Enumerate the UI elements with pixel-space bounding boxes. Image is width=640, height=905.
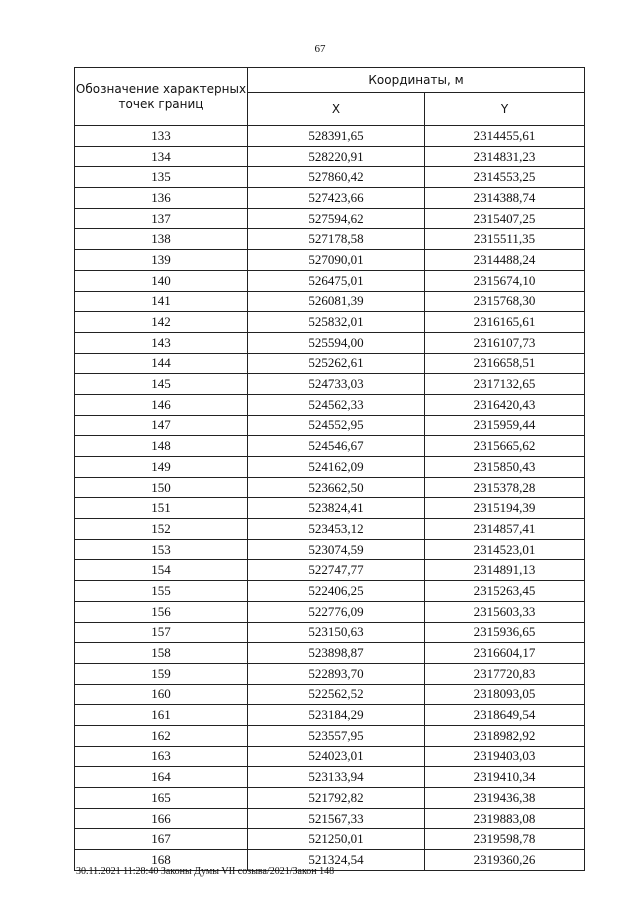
y-coordinate-cell: 2319360,26 [425, 850, 585, 871]
point-number-cell: 140 [75, 270, 248, 291]
x-coordinate-cell: 522747,77 [248, 560, 425, 581]
point-number-cell: 159 [75, 663, 248, 684]
x-coordinate-cell: 523662,50 [248, 477, 425, 498]
y-coordinate-cell: 2315511,35 [425, 229, 585, 250]
table-row [75, 560, 585, 581]
y-coordinate-cell: 2315194,39 [425, 498, 585, 519]
y-coordinate-cell: 2314857,41 [425, 519, 585, 540]
point-number-cell: 143 [75, 332, 248, 353]
point-number-cell: 151 [75, 498, 248, 519]
designation-header: Обозначение характерных точек границ [75, 68, 248, 126]
table-row [75, 270, 585, 291]
y-coordinate-cell: 2314388,74 [425, 188, 585, 209]
x-coordinate-cell: 527178,58 [248, 229, 425, 250]
y-coordinate-cell: 2314523,01 [425, 539, 585, 560]
table-row [75, 788, 585, 809]
point-number-cell: 152 [75, 519, 248, 540]
y-coordinate-cell: 2316658,51 [425, 353, 585, 374]
table-row [75, 519, 585, 540]
y-coordinate-cell: 2316420,43 [425, 394, 585, 415]
y-coordinate-cell: 2315665,62 [425, 436, 585, 457]
y-coordinate-cell: 2318982,92 [425, 725, 585, 746]
y-coordinate-cell: 2317720,83 [425, 663, 585, 684]
point-number-cell: 133 [75, 126, 248, 147]
y-coordinate-cell: 2315959,44 [425, 415, 585, 436]
point-number-cell: 160 [75, 684, 248, 705]
table-row [75, 622, 585, 643]
table-row [75, 581, 585, 602]
table-row [75, 539, 585, 560]
table-header [75, 68, 585, 126]
point-number-cell: 138 [75, 229, 248, 250]
x-coordinate-cell: 523898,87 [248, 643, 425, 664]
table-row [75, 829, 585, 850]
table-row [75, 601, 585, 622]
y-coordinate-cell: 2318093,05 [425, 684, 585, 705]
y-coordinate-cell: 2319403,03 [425, 746, 585, 767]
y-coordinate-cell: 2319598,78 [425, 829, 585, 850]
point-number-cell: 135 [75, 167, 248, 188]
x-coordinate-cell: 523133,94 [248, 767, 425, 788]
x-coordinate-cell: 528391,65 [248, 126, 425, 147]
point-number-cell: 161 [75, 705, 248, 726]
y-coordinate-cell: 2315263,45 [425, 581, 585, 602]
y-coordinate-cell: 2317132,65 [425, 374, 585, 395]
table-row [75, 167, 585, 188]
x-coordinate-cell: 523184,29 [248, 705, 425, 726]
x-coordinate-cell: 526081,39 [248, 291, 425, 312]
point-number-cell: 142 [75, 312, 248, 333]
y-coordinate-cell: 2315850,43 [425, 457, 585, 478]
point-number-cell: 145 [75, 374, 248, 395]
x-coordinate-cell: 522776,09 [248, 601, 425, 622]
y-coordinate-cell: 2315603,33 [425, 601, 585, 622]
table-row [75, 643, 585, 664]
coordinates-header: Координаты, м [248, 68, 585, 93]
x-header: X [248, 93, 425, 126]
x-coordinate-cell: 524023,01 [248, 746, 425, 767]
x-coordinate-cell: 525594,00 [248, 332, 425, 353]
table-row [75, 477, 585, 498]
point-number-cell: 155 [75, 581, 248, 602]
point-number-cell: 144 [75, 353, 248, 374]
x-coordinate-cell: 522562,52 [248, 684, 425, 705]
y-coordinate-cell: 2315936,65 [425, 622, 585, 643]
table-row [75, 684, 585, 705]
x-coordinate-cell: 522406,25 [248, 581, 425, 602]
table-row [75, 415, 585, 436]
point-number-cell: 150 [75, 477, 248, 498]
y-coordinate-cell: 2315407,25 [425, 208, 585, 229]
table-row [75, 746, 585, 767]
table-row [75, 705, 585, 726]
x-coordinate-cell: 523150,63 [248, 622, 425, 643]
point-number-cell: 147 [75, 415, 248, 436]
x-coordinate-cell: 527860,42 [248, 167, 425, 188]
x-coordinate-cell: 522893,70 [248, 663, 425, 684]
point-number-cell: 136 [75, 188, 248, 209]
x-coordinate-cell: 524546,67 [248, 436, 425, 457]
point-number-cell: 139 [75, 250, 248, 271]
x-coordinate-cell: 523453,12 [248, 519, 425, 540]
x-coordinate-cell: 521324,54 [248, 850, 425, 871]
x-coordinate-cell: 523074,59 [248, 539, 425, 560]
x-coordinate-cell: 525832,01 [248, 312, 425, 333]
point-number-cell: 153 [75, 539, 248, 560]
y-coordinate-cell: 2314831,23 [425, 146, 585, 167]
point-number-cell: 162 [75, 725, 248, 746]
table-row [75, 394, 585, 415]
y-coordinate-cell: 2316107,73 [425, 332, 585, 353]
y-header: Y [425, 93, 585, 126]
table-row [75, 663, 585, 684]
y-coordinate-cell: 2315378,28 [425, 477, 585, 498]
y-coordinate-cell: 2315674,10 [425, 270, 585, 291]
table-row [75, 498, 585, 519]
x-coordinate-cell: 523824,41 [248, 498, 425, 519]
table-row [75, 146, 585, 167]
point-number-cell: 164 [75, 767, 248, 788]
y-coordinate-cell: 2319436,38 [425, 788, 585, 809]
y-coordinate-cell: 2319883,08 [425, 808, 585, 829]
point-number-cell: 157 [75, 622, 248, 643]
table-row [75, 374, 585, 395]
table-row [75, 188, 585, 209]
x-coordinate-cell: 527423,66 [248, 188, 425, 209]
point-number-cell: 146 [75, 394, 248, 415]
point-number-cell: 166 [75, 808, 248, 829]
y-coordinate-cell: 2318649,54 [425, 705, 585, 726]
table-row [75, 436, 585, 457]
point-number-cell: 137 [75, 208, 248, 229]
table-body [75, 126, 585, 871]
table-row [75, 457, 585, 478]
table-row [75, 353, 585, 374]
point-number-cell: 141 [75, 291, 248, 312]
x-coordinate-cell: 524552,95 [248, 415, 425, 436]
x-coordinate-cell: 528220,91 [248, 146, 425, 167]
point-number-cell: 165 [75, 788, 248, 809]
page-number: 67 [314, 43, 326, 55]
point-number-cell: 154 [75, 560, 248, 581]
table-row [75, 312, 585, 333]
table-row [75, 126, 585, 147]
table-row [75, 250, 585, 271]
point-number-cell: 168 [75, 850, 248, 871]
footer-stamp: 30.11.2021 11:28:40 Законы Думы VII созыва/2021/Закон 148 [76, 866, 335, 877]
y-coordinate-cell: 2314553,25 [425, 167, 585, 188]
y-coordinate-cell: 2314488,24 [425, 250, 585, 271]
y-coordinate-cell: 2314891,13 [425, 560, 585, 581]
point-number-cell: 158 [75, 643, 248, 664]
table-row [75, 208, 585, 229]
coordinates-table [74, 67, 585, 871]
x-coordinate-cell: 527594,62 [248, 208, 425, 229]
x-coordinate-cell: 525262,61 [248, 353, 425, 374]
point-number-cell: 156 [75, 601, 248, 622]
y-coordinate-cell: 2316165,61 [425, 312, 585, 333]
point-number-cell: 149 [75, 457, 248, 478]
x-coordinate-cell: 521792,82 [248, 788, 425, 809]
y-coordinate-cell: 2315768,30 [425, 291, 585, 312]
x-coordinate-cell: 527090,01 [248, 250, 425, 271]
x-coordinate-cell: 521567,33 [248, 808, 425, 829]
table-row [75, 725, 585, 746]
x-coordinate-cell: 524162,09 [248, 457, 425, 478]
point-number-cell: 167 [75, 829, 248, 850]
x-coordinate-cell: 521250,01 [248, 829, 425, 850]
x-coordinate-cell: 524562,33 [248, 394, 425, 415]
x-coordinate-cell: 523557,95 [248, 725, 425, 746]
point-number-cell: 163 [75, 746, 248, 767]
table-row [75, 229, 585, 250]
y-coordinate-cell: 2319410,34 [425, 767, 585, 788]
table-row [75, 767, 585, 788]
point-number-cell: 134 [75, 146, 248, 167]
x-coordinate-cell: 524733,03 [248, 374, 425, 395]
table-row [75, 808, 585, 829]
x-coordinate-cell: 526475,01 [248, 270, 425, 291]
y-coordinate-cell: 2314455,61 [425, 126, 585, 147]
table-row [75, 332, 585, 353]
point-number-cell: 148 [75, 436, 248, 457]
y-coordinate-cell: 2316604,17 [425, 643, 585, 664]
table-row [75, 291, 585, 312]
